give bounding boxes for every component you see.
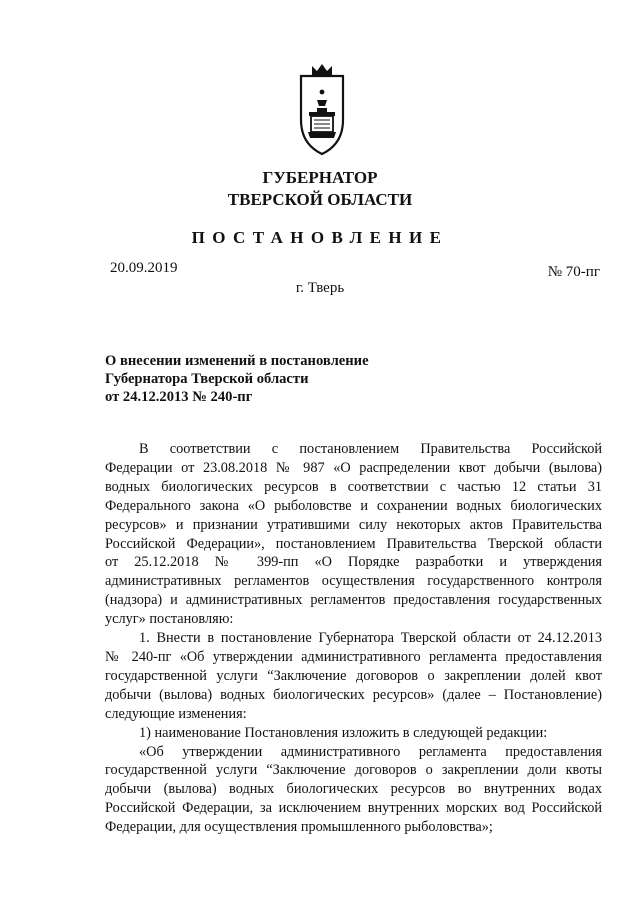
body-line: Федерации от 23.08.2018 № 987 «О распределении квот добычи (вылова) <box>105 459 602 476</box>
coat-of-arms-emblem <box>297 62 347 158</box>
body-line: ресурсов» и признании утратившими силу некоторых актов Правительства <box>105 516 602 533</box>
body-line: от 25.12.2018 № 399-пп «О Порядке разработки и утверждения <box>105 554 602 571</box>
document-number: № 70-пг <box>547 264 600 280</box>
body-line: 1) наименование Постановления изложить в следующей редакции: <box>139 724 548 741</box>
authority-line-1: ГУБЕРНАТОР <box>262 168 378 187</box>
body-line: следующие изменения: <box>105 705 247 722</box>
document-city: г. Тверь <box>295 280 345 296</box>
body-line: водных биологических ресурсов в соответствии с частью 12 статьи 31 <box>105 478 602 495</box>
subject-line: О внесении изменений в постановление <box>105 353 369 369</box>
body-line: государственной услуги “Заключение договоров о закреплении доли квоты <box>105 762 602 779</box>
body-line: (надзора) и административных регламентов предоставления государственных <box>105 592 602 609</box>
body-line: В соответствии с постановлением Правительства Российской <box>139 441 602 457</box>
subject-line: от 24.12.2013 № 240-пг <box>105 389 253 405</box>
document-date: 20.09.2019 <box>110 260 178 276</box>
body-line: услуг» постановляю: <box>105 611 234 628</box>
document-body <box>105 440 602 837</box>
subject-line: Губернатора Тверской области <box>105 371 309 387</box>
body-line: административных регламентов осуществления государственного контроля <box>105 573 602 590</box>
body-line: Российской Федерации, за исключением внутренних морских вод Российской <box>105 800 602 817</box>
body-line: «Об утверждении административного регламента предоставления <box>139 743 602 760</box>
body-line: добычи (вылова) водных биологических ресурсов» (далее – Постановление) <box>105 686 602 703</box>
body-line: Российской Федерации», постановлением Правительства Тверской области <box>105 535 602 552</box>
body-line: № 240-пг «Об утверждении административного регламента предоставления <box>105 648 602 665</box>
document-type: ПОСТАНОВЛЕНИЕ <box>191 228 449 247</box>
body-line: добычи (вылова) водных биологических ресурсов во внутренних водах <box>105 781 602 798</box>
authority-line-2: ТВЕРСКОЙ ОБЛАСТИ <box>227 190 413 209</box>
body-line: Федерального закона «О рыболовстве и сохранении водных биологических <box>105 497 602 514</box>
document-subject <box>105 352 369 406</box>
body-line: 1. Внести в постановление Губернатора Тверской области от 24.12.2013 <box>139 630 602 647</box>
body-line: государственной услуги “Заключение договоров о закреплении долей квот <box>105 667 602 684</box>
body-line: Федерации, для осуществления промышленного рыболовства»; <box>105 819 493 836</box>
